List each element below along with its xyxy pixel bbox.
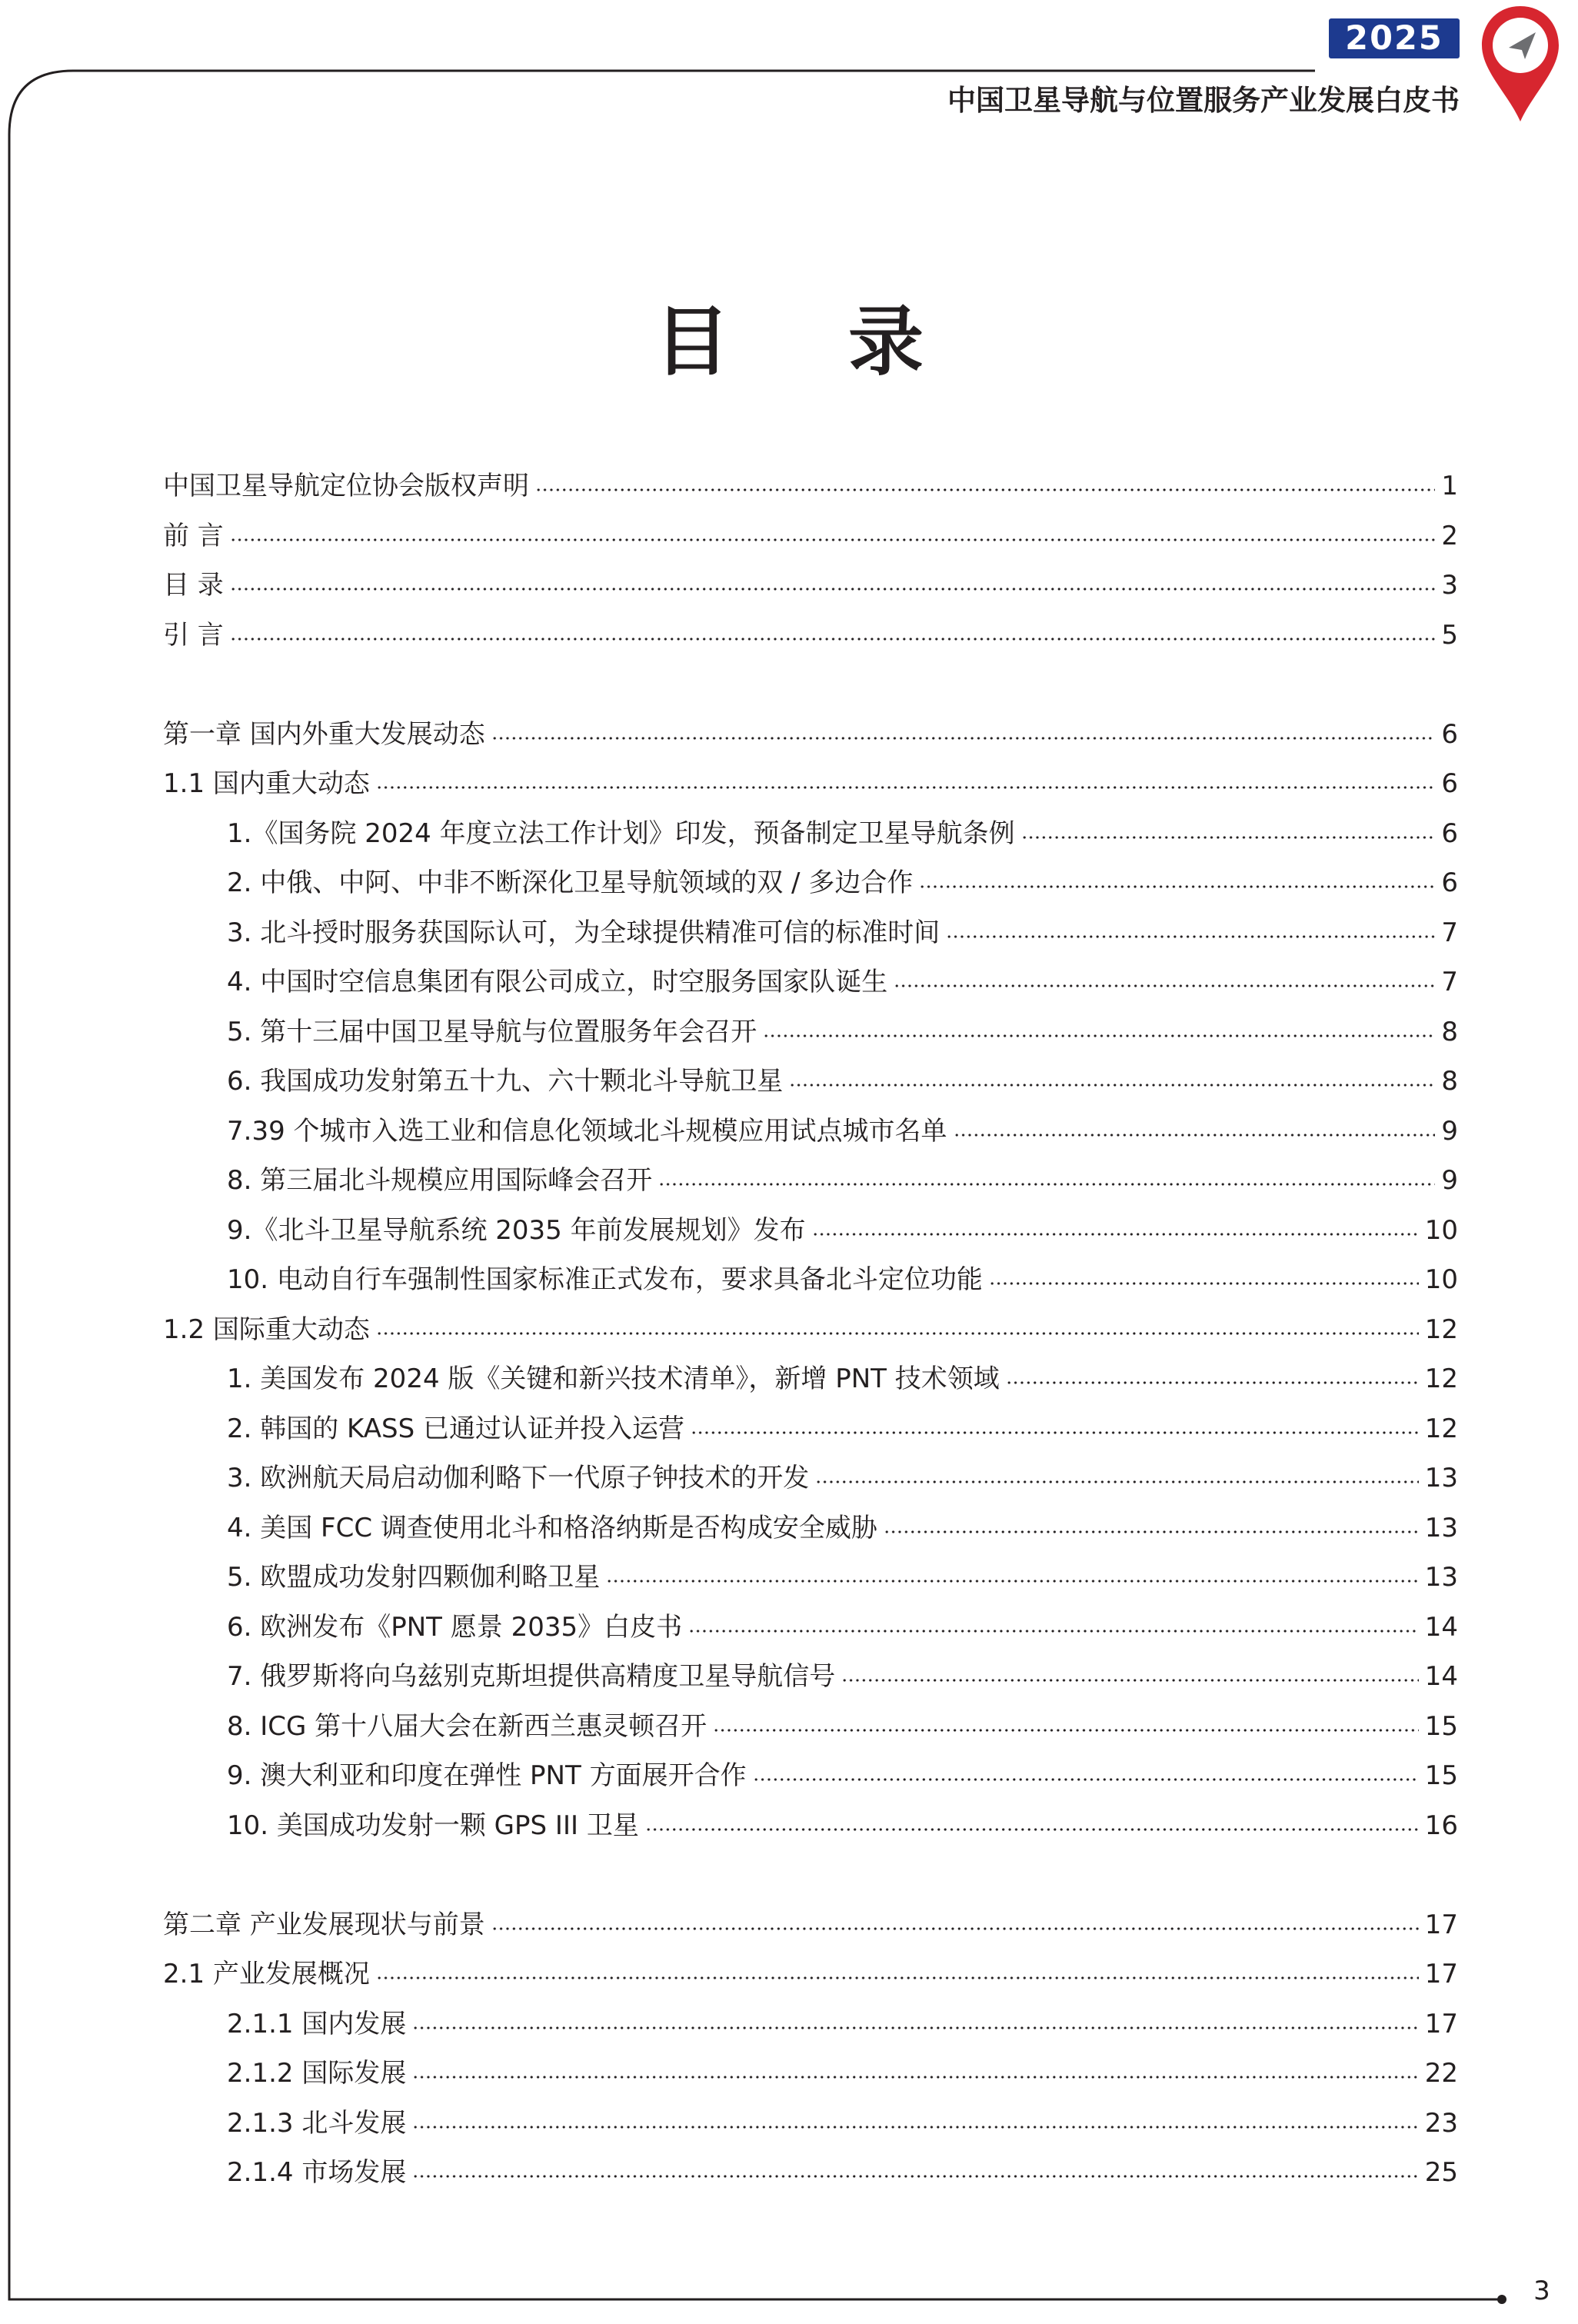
- toc-dot-leader: [919, 885, 1435, 888]
- toc-entry[interactable]: [163, 2049, 1458, 2099]
- toc-entry-page: 10: [1424, 1264, 1458, 1296]
- toc-entry-page: 9: [1441, 1115, 1458, 1147]
- toc-entry[interactable]: [163, 1603, 1458, 1653]
- toc-dot-leader: [376, 786, 1435, 789]
- toc-entry-page: 12: [1424, 1313, 1458, 1345]
- toc-dot-leader: [412, 2126, 1418, 2129]
- toc-dot-leader: [691, 1431, 1419, 1434]
- toc-entry-page: 6: [1441, 718, 1458, 750]
- toc-entry-title: 前 言: [163, 520, 224, 551]
- toc-entry-page: 10: [1424, 1214, 1458, 1246]
- toc-entry-title: 6. 我国成功发射第五十九、六十颗北斗导航卫星: [227, 1066, 784, 1097]
- toc-dot-leader: [946, 935, 1435, 938]
- toc-entry-page: 1: [1441, 471, 1458, 502]
- toc-entry-title: 1.2 国际重大动态: [163, 1313, 370, 1345]
- toc-dot-leader: [954, 1134, 1436, 1137]
- toc-entry-page: 25: [1424, 2157, 1458, 2189]
- toc-entry-page: 3: [1441, 570, 1458, 601]
- toc-entry-title: 1.1 国内重大动态: [163, 768, 370, 800]
- toc-entry-title: 4. 美国 FCC 调查使用北斗和格洛纳斯是否构成安全威胁: [227, 1512, 877, 1543]
- toc-entry-page: 8: [1441, 1066, 1458, 1097]
- table-of-contents: [163, 461, 1458, 2198]
- toc-dot-leader: [884, 1530, 1419, 1533]
- toc-entry-title: 第一章 国内外重大发展动态: [163, 718, 485, 750]
- toc-entry-title: 引 言: [163, 619, 224, 651]
- toc-entry[interactable]: [163, 957, 1458, 1007]
- toc-dot-leader: [412, 2076, 1418, 2079]
- toc-entry-title: 2.1.1 国内发展: [227, 2008, 407, 2039]
- toc-dot-leader: [412, 2026, 1418, 2029]
- toc-entry-page: 12: [1424, 1413, 1458, 1444]
- toc-entry[interactable]: [163, 1107, 1458, 1157]
- toc-spacer: [163, 1850, 1458, 1900]
- toc-dot-leader: [789, 1084, 1435, 1087]
- toc-entry-page: 6: [1441, 817, 1458, 849]
- toc-spacer: [163, 660, 1458, 710]
- toc-entry[interactable]: [163, 1702, 1458, 1752]
- toc-entry-title: 8. ICG 第十八届大会在新西兰惠灵顿召开: [227, 1710, 707, 1742]
- toc-entry-page: 9: [1441, 1165, 1458, 1197]
- toc-dot-leader: [491, 737, 1436, 740]
- toc-entry-page: 12: [1424, 1363, 1458, 1395]
- toc-entry-title: 3. 欧洲航天局启动伽利略下一代原子钟技术的开发: [227, 1463, 810, 1494]
- toc-dot-leader: [412, 2175, 1418, 2178]
- toc-entry-page: 13: [1424, 1512, 1458, 1543]
- toc-entry[interactable]: [163, 1503, 1458, 1553]
- toc-entry-title: 7. 俄罗斯将向乌兹别克斯坦提供高精度卫星导航信号: [227, 1661, 836, 1693]
- toc-entry[interactable]: [163, 1305, 1458, 1355]
- toc-entry[interactable]: [163, 2099, 1458, 2149]
- toc-entry-page: 7: [1441, 917, 1458, 948]
- toc-entry[interactable]: [163, 2148, 1458, 2198]
- toc-entry[interactable]: [163, 1553, 1458, 1603]
- toc-entry[interactable]: [163, 511, 1458, 561]
- toc-entry-page: 7: [1441, 967, 1458, 998]
- toc-dot-leader: [812, 1233, 1419, 1236]
- toc-entry[interactable]: [163, 809, 1458, 859]
- toc-entry-page: 8: [1441, 1016, 1458, 1047]
- toc-dot-leader: [713, 1729, 1419, 1732]
- toc-dot-leader: [230, 588, 1436, 591]
- toc-entry[interactable]: [163, 1206, 1458, 1256]
- toc-entry-page: 16: [1424, 1810, 1458, 1841]
- toc-entry-title: 8. 第三届北斗规模应用国际峰会召开: [227, 1165, 653, 1197]
- toc-entry-title: 5. 第十三届中国卫星导航与位置服务年会召开: [227, 1016, 757, 1047]
- toc-entry-title: 10. 电动自行车强制性国家标准正式发布，要求具备北斗定位功能: [227, 1264, 983, 1296]
- toc-dot-leader: [230, 638, 1436, 641]
- toc-entry-title: 目 录: [163, 570, 224, 601]
- toc-entry[interactable]: [163, 1801, 1458, 1851]
- toc-entry-page: 6: [1441, 867, 1458, 899]
- toc-dot-leader: [753, 1778, 1419, 1781]
- toc-dot-leader: [491, 1927, 1419, 1930]
- toc-entry-page: 5: [1441, 619, 1458, 651]
- toc-dot-leader: [606, 1580, 1418, 1583]
- toc-entry-title: 9. 澳大利亚和印度在弹性 PNT 方面展开合作: [227, 1760, 747, 1792]
- toc-entry-title: 中国卫星导航定位协会版权声明: [163, 471, 529, 502]
- toc-dot-leader: [376, 1976, 1419, 1979]
- map-pin-navigation-icon: [1477, 3, 1563, 125]
- toc-entry-title: 2.1 产业发展概况: [163, 1959, 370, 1990]
- toc-entry-page: 13: [1424, 1562, 1458, 1593]
- toc-entry-title: 6. 欧洲发布《PNT 愿景 2035》白皮书: [227, 1611, 683, 1643]
- toc-entry-page: 6: [1441, 768, 1458, 800]
- toc-entry-title: 1. 美国发布 2024 版《关键和新兴技术清单》，新增 PNT 技术领域: [227, 1363, 1000, 1395]
- toc-entry[interactable]: [163, 1999, 1458, 2049]
- toc-dot-leader: [989, 1282, 1419, 1285]
- toc-entry[interactable]: [163, 1949, 1458, 1999]
- toc-entry-title: 5. 欧盟成功发射四颗伽利略卫星: [227, 1562, 601, 1593]
- toc-entry-title: 2.1.3 北斗发展: [227, 2107, 407, 2139]
- toc-entry[interactable]: [163, 1652, 1458, 1702]
- toc-dot-leader: [376, 1332, 1419, 1335]
- toc-entry-page: 23: [1424, 2107, 1458, 2139]
- toc-entry-title: 3. 北斗授时服务获国际认可，为全球提供精准可信的标准时间: [227, 917, 940, 948]
- toc-entry-page: 13: [1424, 1463, 1458, 1494]
- toc-entry-title: 2.1.2 国际发展: [227, 2058, 407, 2089]
- toc-entry[interactable]: [163, 461, 1458, 511]
- toc-dot-leader: [841, 1679, 1418, 1682]
- toc-dot-leader: [645, 1828, 1419, 1831]
- toc-entry-title: 4. 中国时空信息集团有限公司成立，时空服务国家队诞生: [227, 967, 888, 998]
- toc-entry-page: 17: [1424, 1909, 1458, 1940]
- toc-dot-leader: [688, 1630, 1419, 1633]
- toc-entry[interactable]: [163, 561, 1458, 611]
- toc-entry-page: 2: [1441, 520, 1458, 551]
- toc-entry-page: 14: [1424, 1611, 1458, 1643]
- toc-entry-title: 7.39 个城市入选工业和信息化领域北斗规模应用试点城市名单: [227, 1115, 947, 1147]
- year-badge: 2025: [1329, 18, 1460, 58]
- page-number: 3: [1533, 2276, 1550, 2306]
- toc-entry[interactable]: [163, 1156, 1458, 1206]
- toc-entry[interactable]: [163, 1354, 1458, 1404]
- toc-dot-leader: [230, 538, 1436, 541]
- toc-entry[interactable]: [163, 1453, 1458, 1503]
- toc-dot-leader: [894, 984, 1435, 987]
- toc-entry[interactable]: [163, 1057, 1458, 1107]
- toc-entry-page: 22: [1424, 2058, 1458, 2089]
- toc-entry-title: 9.《北斗卫星导航系统 2035 年前发展规划》发布: [227, 1214, 806, 1246]
- toc-entry-page: 17: [1424, 1959, 1458, 1990]
- toc-entry[interactable]: [163, 858, 1458, 908]
- toc-entry-page: 15: [1424, 1760, 1458, 1792]
- toc-entry[interactable]: [163, 1404, 1458, 1454]
- toc-entry-title: 第二章 产业发展现状与前景: [163, 1909, 485, 1940]
- toc-entry-title: 2. 中俄、中阿、中非不断深化卫星导航领域的双 / 多边合作: [227, 867, 914, 899]
- toc-entry[interactable]: [163, 611, 1458, 661]
- toc-entry[interactable]: [163, 759, 1458, 809]
- toc-dot-leader: [658, 1183, 1435, 1186]
- toc-entry[interactable]: [163, 1900, 1458, 1950]
- toc-entry[interactable]: [163, 1255, 1458, 1305]
- toc-dot-leader: [1021, 836, 1436, 839]
- toc-entry[interactable]: [163, 1751, 1458, 1801]
- toc-entry-title: 2.1.4 市场发展: [227, 2157, 407, 2189]
- toc-entry-page: 15: [1424, 1710, 1458, 1742]
- toc-entry[interactable]: [163, 1007, 1458, 1057]
- toc-dot-leader: [763, 1034, 1435, 1037]
- toc-entry-title: 10. 美国成功发射一颗 GPS III 卫星: [227, 1810, 639, 1841]
- toc-entry[interactable]: [163, 908, 1458, 958]
- toc-entry-page: 14: [1424, 1661, 1458, 1693]
- toc-dot-leader: [815, 1480, 1418, 1483]
- toc-entry-page: 17: [1424, 2008, 1458, 2039]
- page-title: 目 录: [654, 298, 970, 386]
- document-title: 中国卫星导航与位置服务产业发展白皮书: [947, 84, 1460, 117]
- toc-dot-leader: [1006, 1381, 1419, 1384]
- toc-entry-title: 2. 韩国的 KASS 已通过认证并投入运营: [227, 1413, 684, 1444]
- toc-entry-title: 1.《国务院 2024 年度立法工作计划》印发，预备制定卫星导航条例: [227, 817, 1015, 849]
- toc-entry[interactable]: [163, 710, 1458, 760]
- toc-dot-leader: [535, 488, 1435, 491]
